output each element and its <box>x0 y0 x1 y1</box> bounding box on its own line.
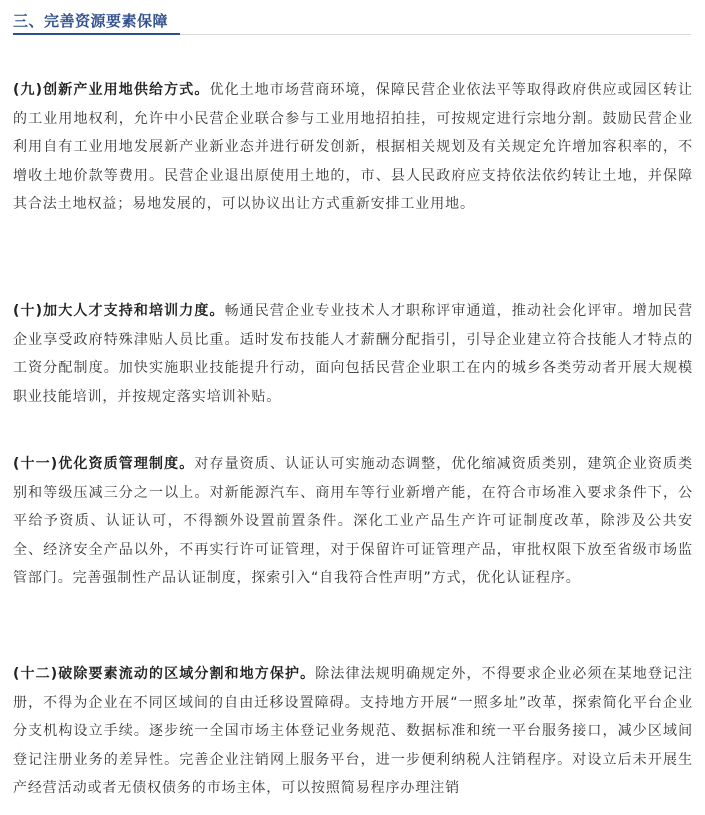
paragraph-heading: (十二)破除要素流动的区域分割和地方保护。 <box>13 666 316 682</box>
section-title: 三、完善资源要素保障 <box>13 12 169 30</box>
paragraph-item-10 <box>13 297 693 411</box>
paragraph-item-12 <box>13 660 693 803</box>
paragraph-body: 优化土地市场营商环境，保障民营企业依法平等取得政府供应或园区转让的工业用地权利，允许中小民营企业联合参与工业用地招拍挂，可按规定进行宗地分割。鼓励民营企业利用自有工业用地发展新产业新业态并进行研发创新，根据相关规划及有关规定允许增加容积率的，不增收土地价款等费用。民营企业退出原使用土地的，市、县人民政府应支持依法依约转让土地，并保障其合法土地权益；易地发展的，可以协议出让方式重新安排工业用地。 <box>13 82 693 213</box>
section-header <box>13 0 693 36</box>
paragraph-body: 除法律法规明确规定外，不得要求企业必须在某地登记注册，不得为企业在不同区域间的自由迁移设置障碍。支持地方开展“一照多址”改革，探索简化平台企业分支机构设立手续。逐步统一全国市场主体登记业务规范、数据标准和统一平台服务接口，减少区域间登记注册业务的差异性。完善企业注销网上服务平台，进一步便利纳税人注销程序。对设立后未开展生产经营活动或者无债权债务的市场主体，可以按照简易程序办理注销 <box>13 666 694 797</box>
paragraph-body: 对存量资质、认证认可实施动态调整，优化缩减资质类别，建筑企业资质类别和等级压减三分之一以上。对新能源汽车、商用车等行业新增产能，在符合市场准入要求条件下，公平给予资质、认证认可，不得额外设置前置条件。深化工业产品生产许可证制度改革，除涉及公共安全、经济安全产品以外，不再实行许可证管理，对于保留许可证管理产品，审批权限下放至省级市场监管部门。完善强制性产品认证制度，探索引入“自我符合性声明”方式，优化认证程序。 <box>13 456 693 587</box>
paragraph-body: 畅通民营企业专业技术人才职称评审通道，推动社会化评审。增加民营企业享受政府特殊津贴人员比重。适时发布技能人才薪酬分配指引，引导企业建立符合技能人才特点的工资分配制度。加快实施职业技能提升行动，面向包括民营企业职工在内的城乡各类劳动者开展大规模职业技能培训，并按规定落实培训补贴。 <box>13 303 693 405</box>
paragraph-item-9 <box>13 76 693 219</box>
paragraph-heading: (十)加大人才支持和培训力度。 <box>13 303 225 319</box>
paragraph-heading: (十一)优化资质管理制度。 <box>13 456 195 472</box>
section-title-underline <box>13 33 180 35</box>
paragraph-heading: (九)创新产业用地供给方式。 <box>13 82 210 98</box>
paragraph-item-11 <box>13 450 693 593</box>
